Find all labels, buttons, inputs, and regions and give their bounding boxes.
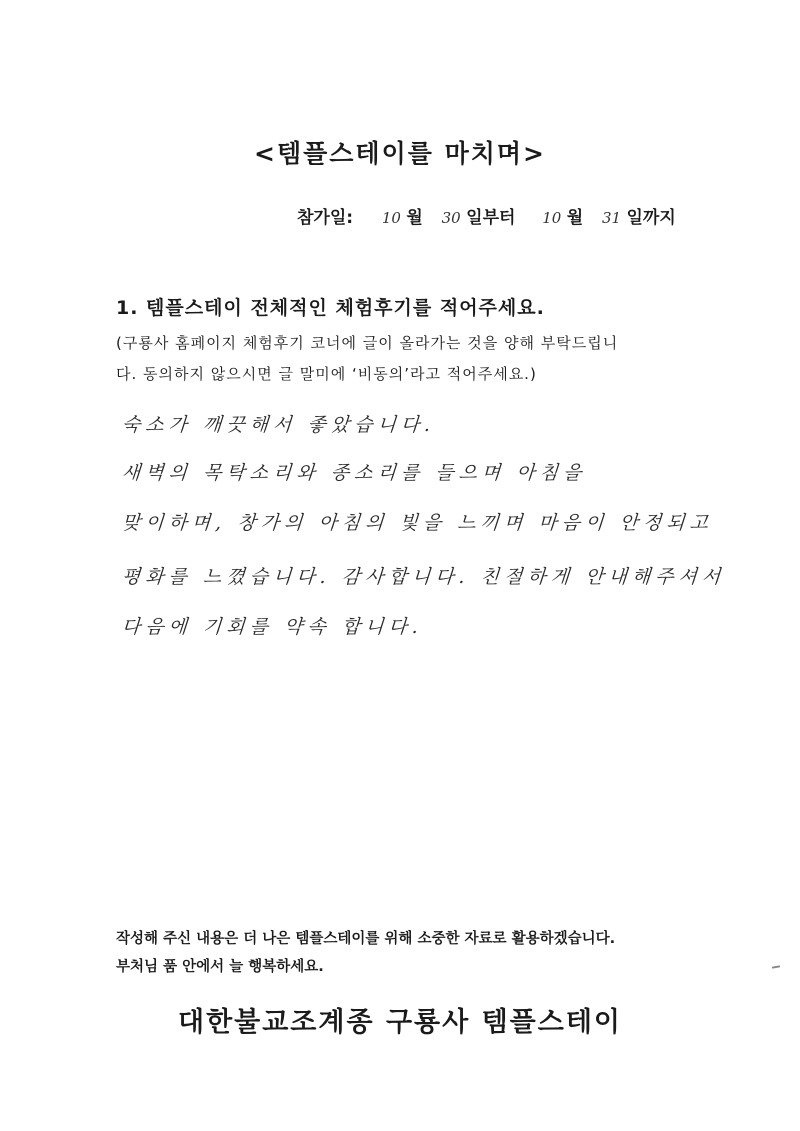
handwritten-answer-line: 새벽의 목탁소리와 종소리를 들으며 아침을: [121, 462, 588, 484]
to-text: 일까지: [626, 208, 676, 228]
start-month-unit: 월: [406, 208, 423, 228]
question-heading: 1. 템플스테이 전체적인 체험후기를 적어주세요.: [116, 297, 545, 319]
page-title: <템플스테이를 마치며>: [254, 139, 546, 168]
handwritten-answer-line: 다음에 기회를 약속 합니다.: [121, 616, 424, 638]
end-month-unit: 월: [566, 208, 584, 228]
organization-name: 대한불교조계종 구룡사 템플스테이: [177, 1007, 623, 1038]
scan-mark: [772, 965, 780, 968]
end-day-value: 31: [601, 209, 622, 227]
start-day-value: 30: [441, 209, 461, 227]
handwritten-answer-line: 숙소가 깨끗해서 좋았습니다.: [121, 414, 437, 436]
handwritten-answer-line: 평화를 느꼈습니다. 감사합니다. 친절하게 안내해주셔서: [121, 566, 727, 588]
consent-note-line2: 다. 동의하지 않으시면 글 말미에 ‘비동의’라고 적어주세요.): [116, 365, 537, 383]
start-month-value: 10: [381, 209, 401, 227]
participation-dates: [297, 203, 676, 228]
dates-label: 참가일:: [297, 208, 354, 228]
footer-blessing-text: 부처님 품 안에서 늘 행복하세요.: [116, 959, 324, 975]
footer-thanks-text: 작성해 주신 내용은 더 나은 템플스테이를 위해 소중한 자료로 활용하겠습니다.: [116, 931, 616, 947]
consent-note-line1: (구룡사 홈페이지 체험후기 코너에 글이 올라가는 것을 양해 부탁드립니: [116, 334, 619, 352]
from-text: 일부터: [466, 208, 516, 228]
end-month-value: 10: [542, 209, 562, 227]
handwritten-answer-line: 맞이하며, 창가의 아침의 빛을 느끼며 마음이 안정되고: [121, 512, 714, 534]
